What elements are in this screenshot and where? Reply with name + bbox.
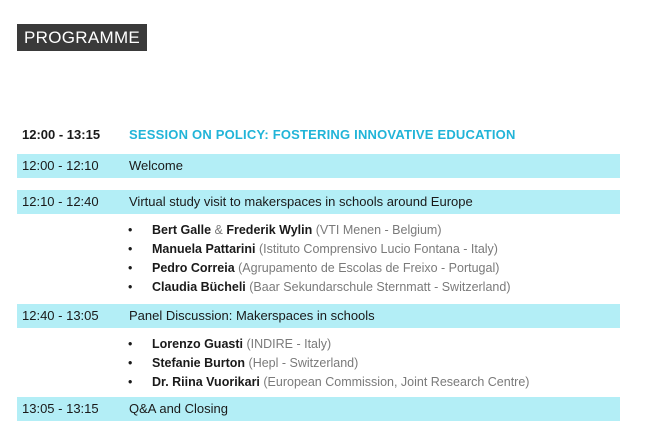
bullet: • [128, 223, 133, 237]
agenda-time: 12:40 - 13:05 [22, 308, 99, 323]
agenda-row-welcome [17, 154, 620, 178]
session-time: 12:00 - 13:15 [22, 127, 101, 142]
speaker-separator: & [211, 223, 227, 237]
session-title: SESSION ON POLICY: FOSTERING INNOVATIVE EDUCATION [129, 127, 516, 142]
speaker-affiliation: (VTI Menen - Belgium) [312, 223, 442, 237]
agenda-row-study-visit [17, 190, 620, 214]
speaker-name: Claudia Bücheli [152, 280, 246, 294]
speaker-affiliation: (Hepl - Switzerland) [245, 356, 359, 370]
speaker-name: Bert Galle [152, 223, 212, 237]
speaker-name: Lorenzo Guasti [152, 337, 243, 351]
agenda-title: Q&A and Closing [129, 401, 229, 416]
speaker-affiliation: (European Commission, Joint Research Centre) [259, 375, 530, 389]
agenda-row-panel [17, 304, 620, 328]
agenda-title: Virtual study visit to makerspaces in schools around Europe [129, 194, 473, 209]
bullet: • [128, 280, 133, 294]
bullet: • [128, 261, 133, 275]
speaker-affiliation: (Baar Sekundarschule Sternmatt - Switzerland) [245, 280, 511, 294]
agenda-title: Panel Discussion: Makerspaces in schools [129, 308, 375, 323]
speaker-affiliation: (Agrupamento de Escolas de Freixo - Portugal) [234, 261, 500, 275]
agenda-time: 13:05 - 13:15 [22, 401, 99, 416]
session-row [17, 125, 620, 145]
bullet: • [128, 337, 133, 351]
agenda-row-closing [17, 397, 620, 421]
speaker-name: Manuela Pattarini [152, 242, 256, 256]
programme-heading: PROGRAMME [17, 24, 147, 51]
bullet: • [128, 356, 133, 370]
bullet: • [128, 375, 133, 389]
agenda-time: 12:00 - 12:10 [22, 158, 99, 173]
speaker-name: Frederik Wylin [226, 223, 313, 237]
speaker-name: Pedro Correia [152, 261, 235, 275]
bullet: • [128, 242, 133, 256]
agenda-time: 12:10 - 12:40 [22, 194, 99, 209]
speaker-affiliation: (Istituto Comprensivo Lucio Fontana - Italy) [255, 242, 498, 256]
agenda-title: Welcome [129, 158, 183, 173]
speaker-affiliation: (INDIRE - Italy) [242, 337, 332, 351]
speaker-name: Stefanie Burton [152, 356, 246, 370]
speaker-name: Dr. Riina Vuorikari [152, 375, 260, 389]
